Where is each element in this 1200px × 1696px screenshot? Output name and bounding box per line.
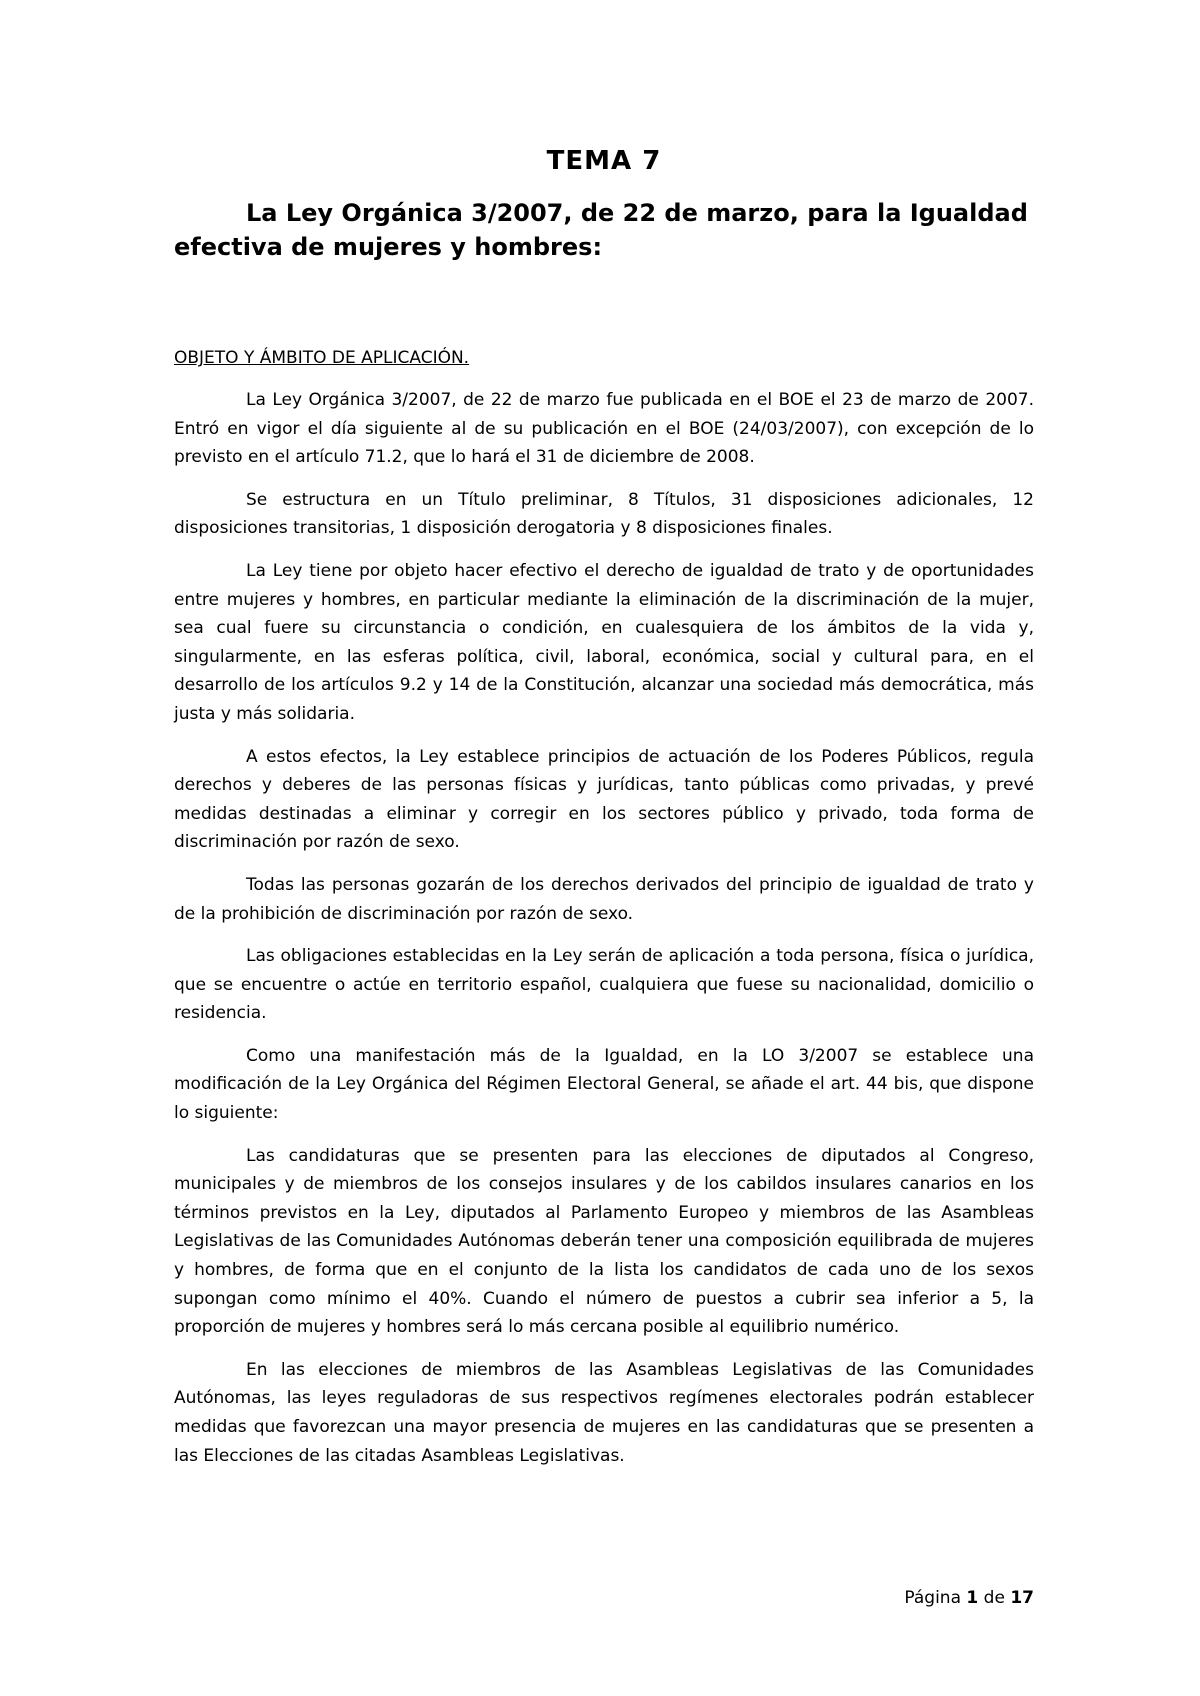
- of-label: de: [983, 1588, 1005, 1608]
- paragraph-asambleas: En las elecciones de miembros de las Asambleas Legislativas de las Comunidades Autónomas, las leyes reguladoras de sus respectivos regímenes electorales podrán establecer medidas que favorezcan una mayor presencia de mujeres en las candidaturas que se presenten a las Elecciones de las citadas Asambleas Legislativas.: [174, 1359, 1034, 1466]
- page-footer: [904, 1586, 1034, 1610]
- paragraph-candidaturas: Las candidaturas que se presenten para las elecciones de diputados al Congreso, municipales y de miembros de los consejos insulares y de los cabildos insulares canarios en los términos previstos en la Ley, diputados al Parlamento Europeo y miembros de las Asambleas Legislativas de las Comunidades Autónomas deberán tener una composición equilibrada de mujeres y hombres, de forma que en el conjunto de la lista los candidatos de cada uno de los sexos supongan como mínimo el 40%. Cuando el número de puestos a cubrir sea inferior a 5, la proporción de mujeres y hombres será lo más cercana posible al equilibrio numérico.: [174, 1145, 1034, 1338]
- page-number: 1: [966, 1588, 979, 1608]
- paragraph-derechos: Todas las personas gozarán de los derechos derivados del principio de igualdad de trato y de la prohibición de discriminación por razón de sexo.: [174, 874, 1034, 924]
- tema-title: TEMA 7: [546, 146, 662, 176]
- document-heading: La Ley Orgánica 3/2007, de 22 de marzo, para la Igualdad efectiva de mujeres y hombres:: [174, 199, 1028, 261]
- paragraph-objeto: La Ley tiene por objeto hacer efectivo el derecho de igualdad de trato y de oportunidades entre mujeres y hombres, en particular mediante la eliminación de la discriminación de la mujer, sea cual fuere su circunstancia o condición, en cualesquiera de los ámbitos de la vida y, singularmente, en las esferas política, civil, laboral, económica, social y cultural para, en el desarrollo de los artículos 9.2 y 14 de la Constitución, alcanzar una sociedad más democrática, más justa y más solidaria.: [174, 560, 1034, 724]
- paragraph-estructura: Se estructura en un Título preliminar, 8 Títulos, 31 disposiciones adicionales, 12 disposiciones transitorias, 1 disposición derogatoria y 8 disposiciones finales.: [174, 489, 1034, 539]
- page-label: Página: [904, 1588, 962, 1608]
- paragraph-efectos: A estos efectos, la Ley establece principios de actuación de los Poderes Públicos, regula derechos y deberes de las personas físicas y jurídicas, tanto públicas como privadas, y prevé medidas destinadas a eliminar y corregir en los sectores público y privado, toda forma de discriminación por razón de sexo.: [174, 746, 1034, 853]
- page-content: [174, 144, 1034, 1484]
- paragraph-obligaciones: Las obligaciones establecidas en la Ley serán de aplicación a toda persona, física o jurídica, que se encuentre o actúe en territorio español, cualquiera que fuese su nacionalidad, domicilio o residencia.: [174, 946, 1034, 1024]
- total-pages: 17: [1010, 1588, 1034, 1608]
- paragraph-modificacion: Como una manifestación más de la Igualdad, en la LO 3/2007 se establece una modificación de la Ley Orgánica del Régimen Electoral General, se añade el art. 44 bis, que dispone lo siguiente:: [174, 1045, 1034, 1124]
- section-heading: OBJETO Y ÁMBITO DE APLICACIÓN.: [174, 348, 470, 368]
- paragraph-publicacion: La Ley Orgánica 3/2007, de 22 de marzo fue publicada en el BOE el 23 de marzo de 2007. Entró en vigor el día siguiente al de su publicación en el BOE (24/03/2007), con excepción de lo previsto en el artículo 71.2, que lo hará el 31 de diciembre de 2008.: [174, 390, 1034, 468]
